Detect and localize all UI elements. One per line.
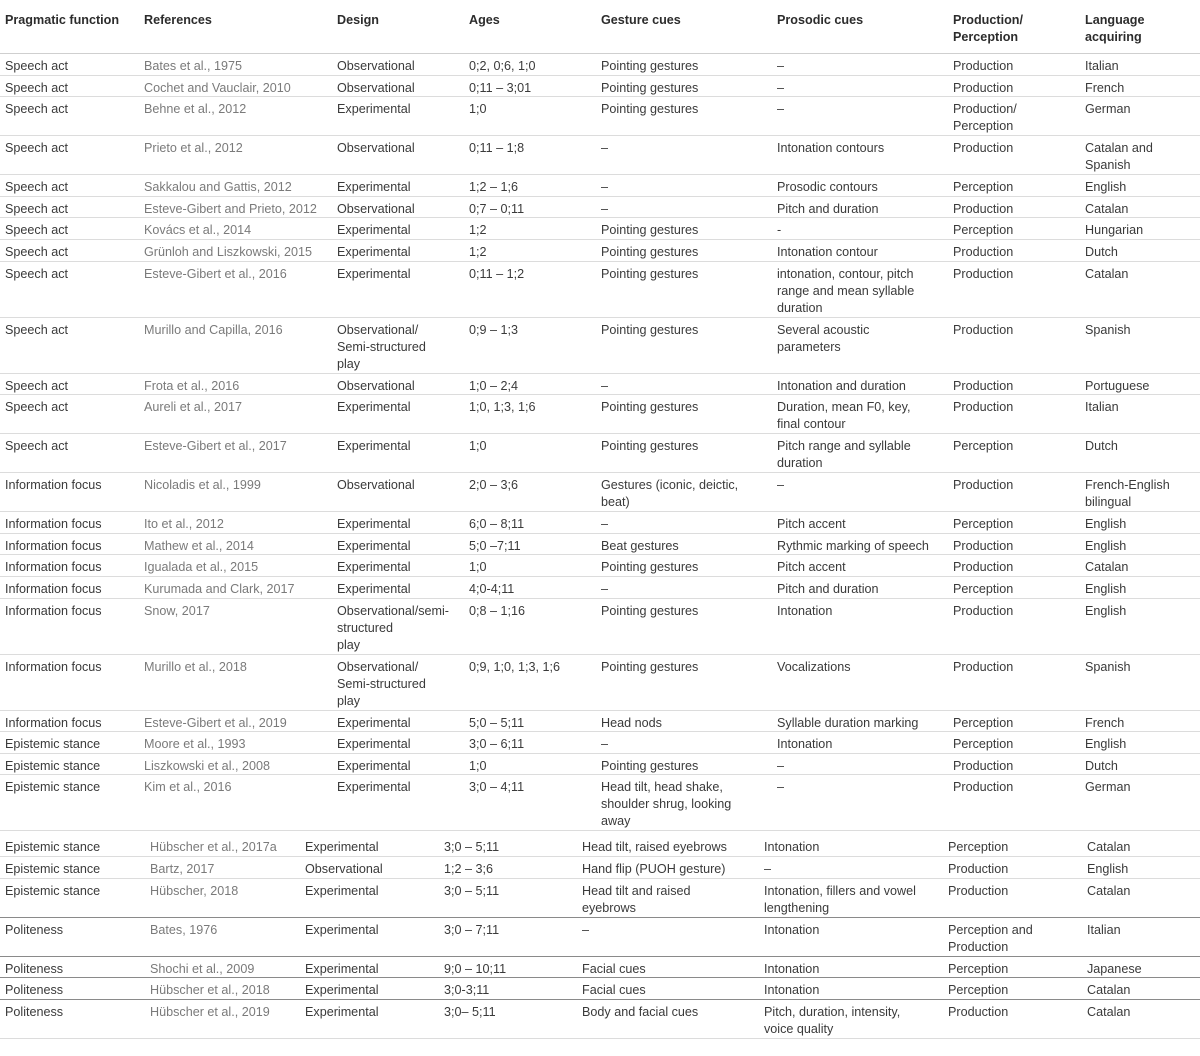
cell-pragmatic-function: Speech act: [5, 59, 69, 73]
table-row: [0, 374, 1200, 396]
cell-pragmatic-function: Politeness: [5, 1004, 64, 1019]
table-row: [0, 434, 1200, 473]
table-row: [0, 711, 1200, 733]
cell-gesture-cues: Pointing gestures: [601, 223, 699, 238]
cell-reference: Esteve-Gibert and Prieto, 2012: [144, 201, 317, 216]
cell-ages: 1;0: [469, 758, 487, 773]
table-row: [0, 97, 1200, 136]
cell-reference: Esteve-Gibert et al., 2016: [144, 266, 287, 281]
table-row: [0, 918, 1200, 957]
cell-reference: Liszkowski et al., 2008: [144, 758, 270, 773]
cell-ages: 6;0 – 8;11: [469, 517, 525, 532]
cell-language: Hungarian: [1085, 223, 1144, 238]
cell-production-perception: Production: [953, 400, 1014, 415]
cell-gesture-cues: Hand flip (PUOH gesture): [582, 861, 726, 876]
cell-ages: 0;7 – 0;11: [469, 201, 525, 216]
cell-production-perception: Perception: [948, 840, 1009, 855]
cell-prosodic-cues: –: [777, 102, 785, 117]
cell-design: Observational: [337, 478, 415, 493]
cell-language: Catalan: [1087, 983, 1131, 998]
cell-gesture-cues: Pointing gestures: [601, 322, 699, 337]
table-row: [0, 395, 1200, 434]
cell-production-perception: Production: [953, 538, 1014, 553]
cell-language: Italian: [1087, 922, 1121, 937]
cell-design: Experimental: [305, 961, 379, 976]
cell-prosodic-cues: –: [777, 59, 785, 73]
cell-language: Portuguese: [1085, 378, 1150, 393]
cell-design: Experimental: [337, 715, 411, 730]
table-row: [0, 512, 1200, 534]
cell-pragmatic-function: Epistemic stance: [5, 737, 101, 752]
cell-design: Observational/semi- structured play: [337, 603, 449, 652]
cell-prosodic-cues: Several acoustic parameters: [777, 322, 870, 354]
cell-gesture-cues: Pointing gestures: [601, 244, 699, 259]
cell-ages: 2;0 – 3;6: [469, 478, 519, 493]
cell-prosodic-cues: Intonation: [764, 983, 820, 998]
cell-language: French: [1085, 715, 1125, 730]
cell-reference: Cochet and Vauclair, 2010: [144, 80, 291, 95]
cell-pragmatic-function: Politeness: [5, 983, 64, 998]
cell-language: Spanish: [1085, 659, 1131, 674]
cell-gesture-cues: Pointing gestures: [601, 659, 699, 674]
cell-prosodic-cues: Intonation contour: [777, 244, 878, 259]
cell-production-perception: Perception: [953, 715, 1014, 730]
header-gesture-cues: Gesture cues: [601, 13, 681, 27]
cell-language: Catalan and Spanish: [1085, 141, 1153, 173]
cell-design: Experimental: [305, 840, 379, 855]
cell-gesture-cues: Gestures (iconic, deictic, beat): [601, 478, 739, 510]
cell-prosodic-cues: -: [777, 223, 782, 238]
cell-ages: 4;0-4;11: [469, 581, 515, 596]
cell-production-perception: Production: [948, 861, 1009, 876]
cell-production-perception: Production: [948, 883, 1009, 898]
cell-pragmatic-function: Epistemic stance: [5, 758, 101, 773]
table-row: [0, 534, 1200, 556]
header-design: Design: [337, 13, 379, 27]
cell-ages: 0;11 – 1;2: [469, 266, 525, 281]
cell-language: Dutch: [1085, 439, 1118, 454]
cell-ages: 0;11 – 1;8: [469, 141, 525, 156]
cell-pragmatic-function: Speech act: [5, 439, 69, 454]
cell-design: Experimental: [305, 983, 379, 998]
cell-production-perception: Production/ Perception: [953, 102, 1017, 134]
header-production-perception: Production/ Perception: [953, 13, 1023, 44]
header-prosodic-cues: Prosodic cues: [777, 13, 864, 27]
cell-ages: 3;0 – 6;11: [469, 737, 525, 752]
cell-design: Experimental: [337, 737, 411, 752]
cell-design: Experimental: [337, 223, 411, 238]
table-row: [0, 54, 1200, 76]
cell-design: Experimental: [337, 560, 411, 575]
cell-pragmatic-function: Information focus: [5, 603, 102, 618]
cell-language: English: [1085, 517, 1127, 532]
cell-prosodic-cues: Intonation: [764, 922, 820, 937]
cell-production-perception: Perception: [953, 517, 1014, 532]
cell-design: Experimental: [337, 244, 411, 259]
cell-design: Observational/ Semi-structured play: [337, 322, 426, 371]
cell-ages: 0;8 – 1;16: [469, 603, 526, 618]
cell-reference: Kurumada and Clark, 2017: [144, 581, 295, 596]
cell-prosodic-cues: Pitch, duration, intensity, voice quality: [764, 1004, 901, 1036]
cell-language: Catalan: [1087, 1004, 1131, 1019]
cell-prosodic-cues: Intonation: [764, 961, 820, 976]
cell-prosodic-cues: Syllable duration marking: [777, 715, 919, 730]
cell-production-perception: Production: [953, 478, 1014, 493]
cell-design: Experimental: [337, 400, 411, 415]
cell-language: English: [1085, 538, 1127, 553]
cell-gesture-cues: –: [601, 517, 609, 532]
table-row: [0, 879, 1200, 918]
cell-production-perception: Production: [948, 1004, 1009, 1019]
cell-reference: Snow, 2017: [144, 603, 210, 618]
cell-reference: Bates, 1976: [150, 922, 218, 937]
table-row: [0, 957, 1200, 979]
cell-language: Dutch: [1085, 758, 1118, 773]
cell-design: Observational: [337, 80, 415, 95]
cell-production-perception: Production: [953, 266, 1014, 281]
cell-ages: 0;2, 0;6, 1;0: [469, 59, 536, 73]
cell-reference: Prieto et al., 2012: [144, 141, 243, 156]
cell-gesture-cues: Head tilt and raised eyebrows: [582, 883, 691, 915]
cell-gesture-cues: –: [582, 922, 590, 937]
cell-pragmatic-function: Epistemic stance: [5, 883, 101, 898]
cell-language: English: [1085, 603, 1127, 618]
cell-design: Observational: [337, 141, 415, 156]
cell-language: Catalan: [1085, 201, 1129, 216]
cell-gesture-cues: –: [601, 201, 609, 216]
cell-reference: Hübscher et al., 2017a: [150, 840, 277, 855]
table-row: [0, 978, 1200, 1000]
cell-prosodic-cues: Pitch range and syllable duration: [777, 439, 911, 471]
header-reference: References: [144, 13, 212, 27]
cell-design: Experimental: [305, 1004, 379, 1019]
cell-reference: Moore et al., 1993: [144, 737, 246, 752]
cell-gesture-cues: Head nods: [601, 715, 662, 730]
cell-language: Spanish: [1085, 322, 1131, 337]
cell-pragmatic-function: Epistemic stance: [5, 840, 101, 855]
cell-design: Experimental: [337, 517, 411, 532]
cell-prosodic-cues: intonation, contour, pitch range and mean syllable duration: [777, 266, 915, 315]
cell-design: Experimental: [337, 780, 411, 795]
cell-reference: Murillo et al., 2018: [144, 659, 247, 674]
cell-prosodic-cues: –: [777, 758, 785, 773]
cell-design: Observational: [337, 59, 415, 73]
cell-reference: Behne et al., 2012: [144, 102, 247, 117]
cell-design: Observational/ Semi-structured play: [337, 659, 426, 708]
cell-pragmatic-function: Speech act: [5, 266, 69, 281]
header-pragmatic-function: Pragmatic function: [5, 13, 120, 27]
cell-pragmatic-function: Speech act: [5, 80, 69, 95]
cell-prosodic-cues: –: [777, 80, 785, 95]
cell-pragmatic-function: Speech act: [5, 102, 69, 117]
cell-design: Experimental: [337, 439, 411, 454]
table-row: [0, 599, 1200, 655]
cell-gesture-cues: Pointing gestures: [601, 603, 699, 618]
cell-production-perception: Perception: [948, 961, 1009, 976]
cell-reference: Bartz, 2017: [150, 861, 215, 876]
cell-pragmatic-function: Information focus: [5, 517, 102, 532]
cell-pragmatic-function: Speech act: [5, 244, 69, 259]
cell-gesture-cues: –: [601, 737, 609, 752]
header-language: Language acquiring: [1085, 13, 1145, 44]
cell-production-perception: Perception: [953, 439, 1014, 454]
cell-language: Italian: [1085, 400, 1119, 415]
cell-gesture-cues: Pointing gestures: [601, 266, 699, 281]
table-row: [0, 655, 1200, 711]
cell-prosodic-cues: –: [777, 780, 785, 795]
cell-prosodic-cues: Intonation contours: [777, 141, 885, 156]
cell-pragmatic-function: Speech act: [5, 141, 69, 156]
cell-pragmatic-function: Information focus: [5, 659, 102, 674]
cell-production-perception: Perception: [953, 737, 1014, 752]
cell-reference: Igualada et al., 2015: [144, 560, 259, 575]
cell-pragmatic-function: Information focus: [5, 560, 102, 575]
table-row: [0, 473, 1200, 512]
cell-ages: 1;0: [469, 102, 487, 117]
table-header: [0, 0, 1200, 54]
cell-design: Experimental: [305, 883, 379, 898]
cell-prosodic-cues: –: [764, 861, 772, 876]
table-row: [0, 218, 1200, 240]
cell-gesture-cues: Head tilt, head shake, shoulder shrug, looking away: [601, 780, 732, 829]
cell-pragmatic-function: Politeness: [5, 961, 64, 976]
table-row: [0, 775, 1200, 831]
table-row: [0, 175, 1200, 197]
cell-production-perception: Perception: [953, 223, 1014, 238]
table-row: [0, 577, 1200, 599]
cell-production-perception: Production: [953, 244, 1014, 259]
cell-language: French-English bilingual: [1085, 478, 1170, 510]
table-row: [0, 197, 1200, 219]
cell-pragmatic-function: Speech act: [5, 201, 69, 216]
cell-ages: 0;9, 1;0, 1;3, 1;6: [469, 659, 561, 674]
cell-design: Experimental: [337, 266, 411, 281]
cell-gesture-cues: Pointing gestures: [601, 400, 699, 415]
cell-gesture-cues: Body and facial cues: [582, 1004, 699, 1019]
cell-language: Dutch: [1085, 244, 1118, 259]
cell-production-perception: Production: [953, 378, 1014, 393]
table-row: [0, 835, 1200, 857]
cell-prosodic-cues: Pitch accent: [777, 517, 846, 532]
table-row: [0, 555, 1200, 577]
cell-ages: 5;0 –7;11: [469, 538, 521, 553]
cell-production-perception: Production: [953, 201, 1014, 216]
cell-ages: 3;0 – 5;11: [444, 883, 500, 898]
table-row: [0, 318, 1200, 374]
cell-design: Experimental: [337, 102, 411, 117]
cell-gesture-cues: Facial cues: [582, 961, 646, 976]
cell-design: Observational: [337, 201, 415, 216]
cell-pragmatic-function: Politeness: [5, 922, 64, 937]
cell-production-perception: Production: [953, 141, 1014, 156]
cell-gesture-cues: –: [601, 581, 609, 596]
cell-ages: 3;0 – 4;11: [469, 780, 525, 795]
cell-language: Italian: [1085, 59, 1119, 73]
cell-gesture-cues: Pointing gestures: [601, 758, 699, 773]
cell-ages: 1;2: [469, 244, 487, 259]
cell-design: Experimental: [337, 758, 411, 773]
cell-reference: Esteve-Gibert et al., 2019: [144, 715, 287, 730]
cell-production-perception: Perception: [953, 581, 1014, 596]
cell-gesture-cues: Pointing gestures: [601, 102, 699, 117]
header-ages: Ages: [469, 13, 500, 27]
cell-language: Japanese: [1087, 961, 1142, 976]
cell-language: German: [1085, 780, 1131, 795]
cell-ages: 3;0– 5;11: [444, 1004, 496, 1019]
table-row: [0, 136, 1200, 175]
cell-design: Observational: [337, 378, 415, 393]
cell-production-perception: Production: [953, 758, 1014, 773]
cell-gesture-cues: Pointing gestures: [601, 439, 699, 454]
cell-prosodic-cues: Pitch and duration: [777, 581, 879, 596]
cell-reference: Mathew et al., 2014: [144, 538, 254, 553]
cell-language: English: [1085, 180, 1127, 195]
cell-reference: Grünloh and Liszkowski, 2015: [144, 244, 313, 259]
cell-prosodic-cues: Intonation: [777, 737, 833, 752]
cell-language: Catalan: [1087, 840, 1131, 855]
cell-prosodic-cues: Duration, mean F0, key, final contour: [777, 400, 911, 432]
cell-ages: 0;11 – 3;01: [469, 80, 532, 95]
cell-language: German: [1085, 102, 1131, 117]
cell-gesture-cues: Pointing gestures: [601, 59, 699, 73]
cell-prosodic-cues: Pitch accent: [777, 560, 846, 575]
cell-gesture-cues: Beat gestures: [601, 538, 679, 553]
cell-pragmatic-function: Speech act: [5, 322, 69, 337]
cell-reference: Kim et al., 2016: [144, 780, 232, 795]
cell-pragmatic-function: Speech act: [5, 223, 69, 238]
cell-ages: 5;0 – 5;11: [469, 715, 525, 730]
cell-prosodic-cues: Intonation: [764, 840, 820, 855]
table-row: [0, 732, 1200, 754]
cell-production-perception: Production: [953, 603, 1014, 618]
cell-production-perception: Production: [953, 560, 1014, 575]
cell-language: Catalan: [1087, 883, 1131, 898]
cell-production-perception: Perception and Production: [948, 922, 1033, 954]
cell-gesture-cues: Head tilt, raised eyebrows: [582, 840, 727, 855]
cell-production-perception: Perception: [948, 983, 1009, 998]
cell-design: Observational: [305, 861, 383, 876]
cell-ages: 0;9 – 1;3: [469, 322, 519, 337]
cell-pragmatic-function: Speech act: [5, 400, 69, 415]
cell-design: Experimental: [337, 538, 411, 553]
cell-ages: 1;0, 1;3, 1;6: [469, 400, 536, 415]
cell-language: Catalan: [1085, 560, 1129, 575]
cell-prosodic-cues: Pitch and duration: [777, 201, 879, 216]
cell-ages: 1;0: [469, 439, 487, 454]
cell-reference: Ito et al., 2012: [144, 517, 224, 532]
cell-reference: Shochi et al., 2009: [150, 961, 255, 976]
table-row: [0, 1000, 1200, 1039]
table-row: [0, 754, 1200, 776]
table-row: [0, 76, 1200, 98]
cell-ages: 1;2 – 3;6: [444, 861, 494, 876]
cell-pragmatic-function: Information focus: [5, 581, 102, 596]
cell-production-perception: Perception: [953, 180, 1014, 195]
cell-reference: Sakkalou and Gattis, 2012: [144, 180, 292, 195]
cell-ages: 3;0 – 7;11: [444, 922, 500, 937]
table-row: [0, 262, 1200, 318]
cell-ages: 3;0 – 5;11: [444, 840, 500, 855]
cell-pragmatic-function: Information focus: [5, 538, 102, 553]
cell-prosodic-cues: Intonation: [777, 603, 833, 618]
cell-ages: 1;0 – 2;4: [469, 378, 519, 393]
cell-production-perception: Production: [953, 780, 1014, 795]
cell-reference: Kovács et al., 2014: [144, 223, 252, 238]
cell-reference: Aureli et al., 2017: [144, 400, 243, 415]
cell-production-perception: Production: [953, 80, 1014, 95]
cell-prosodic-cues: Rythmic marking of speech: [777, 538, 929, 553]
cell-reference: Hübscher et al., 2018: [150, 983, 270, 998]
cell-production-perception: Production: [953, 659, 1014, 674]
cell-ages: 9;0 – 10;11: [444, 961, 507, 976]
cell-gesture-cues: Facial cues: [582, 983, 646, 998]
cell-reference: Hübscher et al., 2019: [150, 1004, 270, 1019]
cell-design: Experimental: [337, 180, 411, 195]
cell-language: French: [1085, 80, 1125, 95]
cell-reference: Bates et al., 1975: [144, 59, 243, 73]
cell-pragmatic-function: Information focus: [5, 478, 102, 493]
cell-reference: Frota et al., 2016: [144, 378, 240, 393]
cell-gesture-cues: Pointing gestures: [601, 80, 699, 95]
cell-production-perception: Production: [953, 59, 1014, 73]
table-row: [0, 240, 1200, 262]
cell-gesture-cues: –: [601, 141, 609, 156]
cell-reference: Esteve-Gibert et al., 2017: [144, 439, 287, 454]
cell-pragmatic-function: Speech act: [5, 180, 69, 195]
cell-reference: Nicoladis et al., 1999: [144, 478, 261, 493]
cell-prosodic-cues: Vocalizations: [777, 659, 851, 674]
cell-language: English: [1087, 861, 1129, 876]
cell-prosodic-cues: Intonation and duration: [777, 378, 906, 393]
cell-ages: 1;2: [469, 223, 487, 238]
cell-gesture-cues: –: [601, 378, 609, 393]
cell-prosodic-cues: Prosodic contours: [777, 180, 878, 195]
cell-reference: Hübscher, 2018: [150, 883, 239, 898]
cell-pragmatic-function: Speech act: [5, 378, 69, 393]
cell-pragmatic-function: Epistemic stance: [5, 861, 101, 876]
cell-gesture-cues: –: [601, 180, 609, 195]
cell-design: Experimental: [337, 581, 411, 596]
cell-prosodic-cues: Intonation, fillers and vowel lengthening: [764, 883, 916, 915]
cell-reference: Murillo and Capilla, 2016: [144, 322, 283, 337]
cell-ages: 1;2 – 1;6: [469, 180, 519, 195]
cell-pragmatic-function: Epistemic stance: [5, 780, 101, 795]
cell-language: English: [1085, 737, 1127, 752]
table-row: [0, 857, 1200, 879]
cell-pragmatic-function: Information focus: [5, 715, 102, 730]
cell-design: Experimental: [305, 922, 379, 937]
cell-language: Catalan: [1085, 266, 1129, 281]
cell-prosodic-cues: –: [777, 478, 785, 493]
cell-language: English: [1085, 581, 1127, 596]
cell-production-perception: Production: [953, 322, 1014, 337]
cell-ages: 3;0-3;11: [444, 983, 490, 998]
cell-ages: 1;0: [469, 560, 487, 575]
cell-gesture-cues: Pointing gestures: [601, 560, 699, 575]
